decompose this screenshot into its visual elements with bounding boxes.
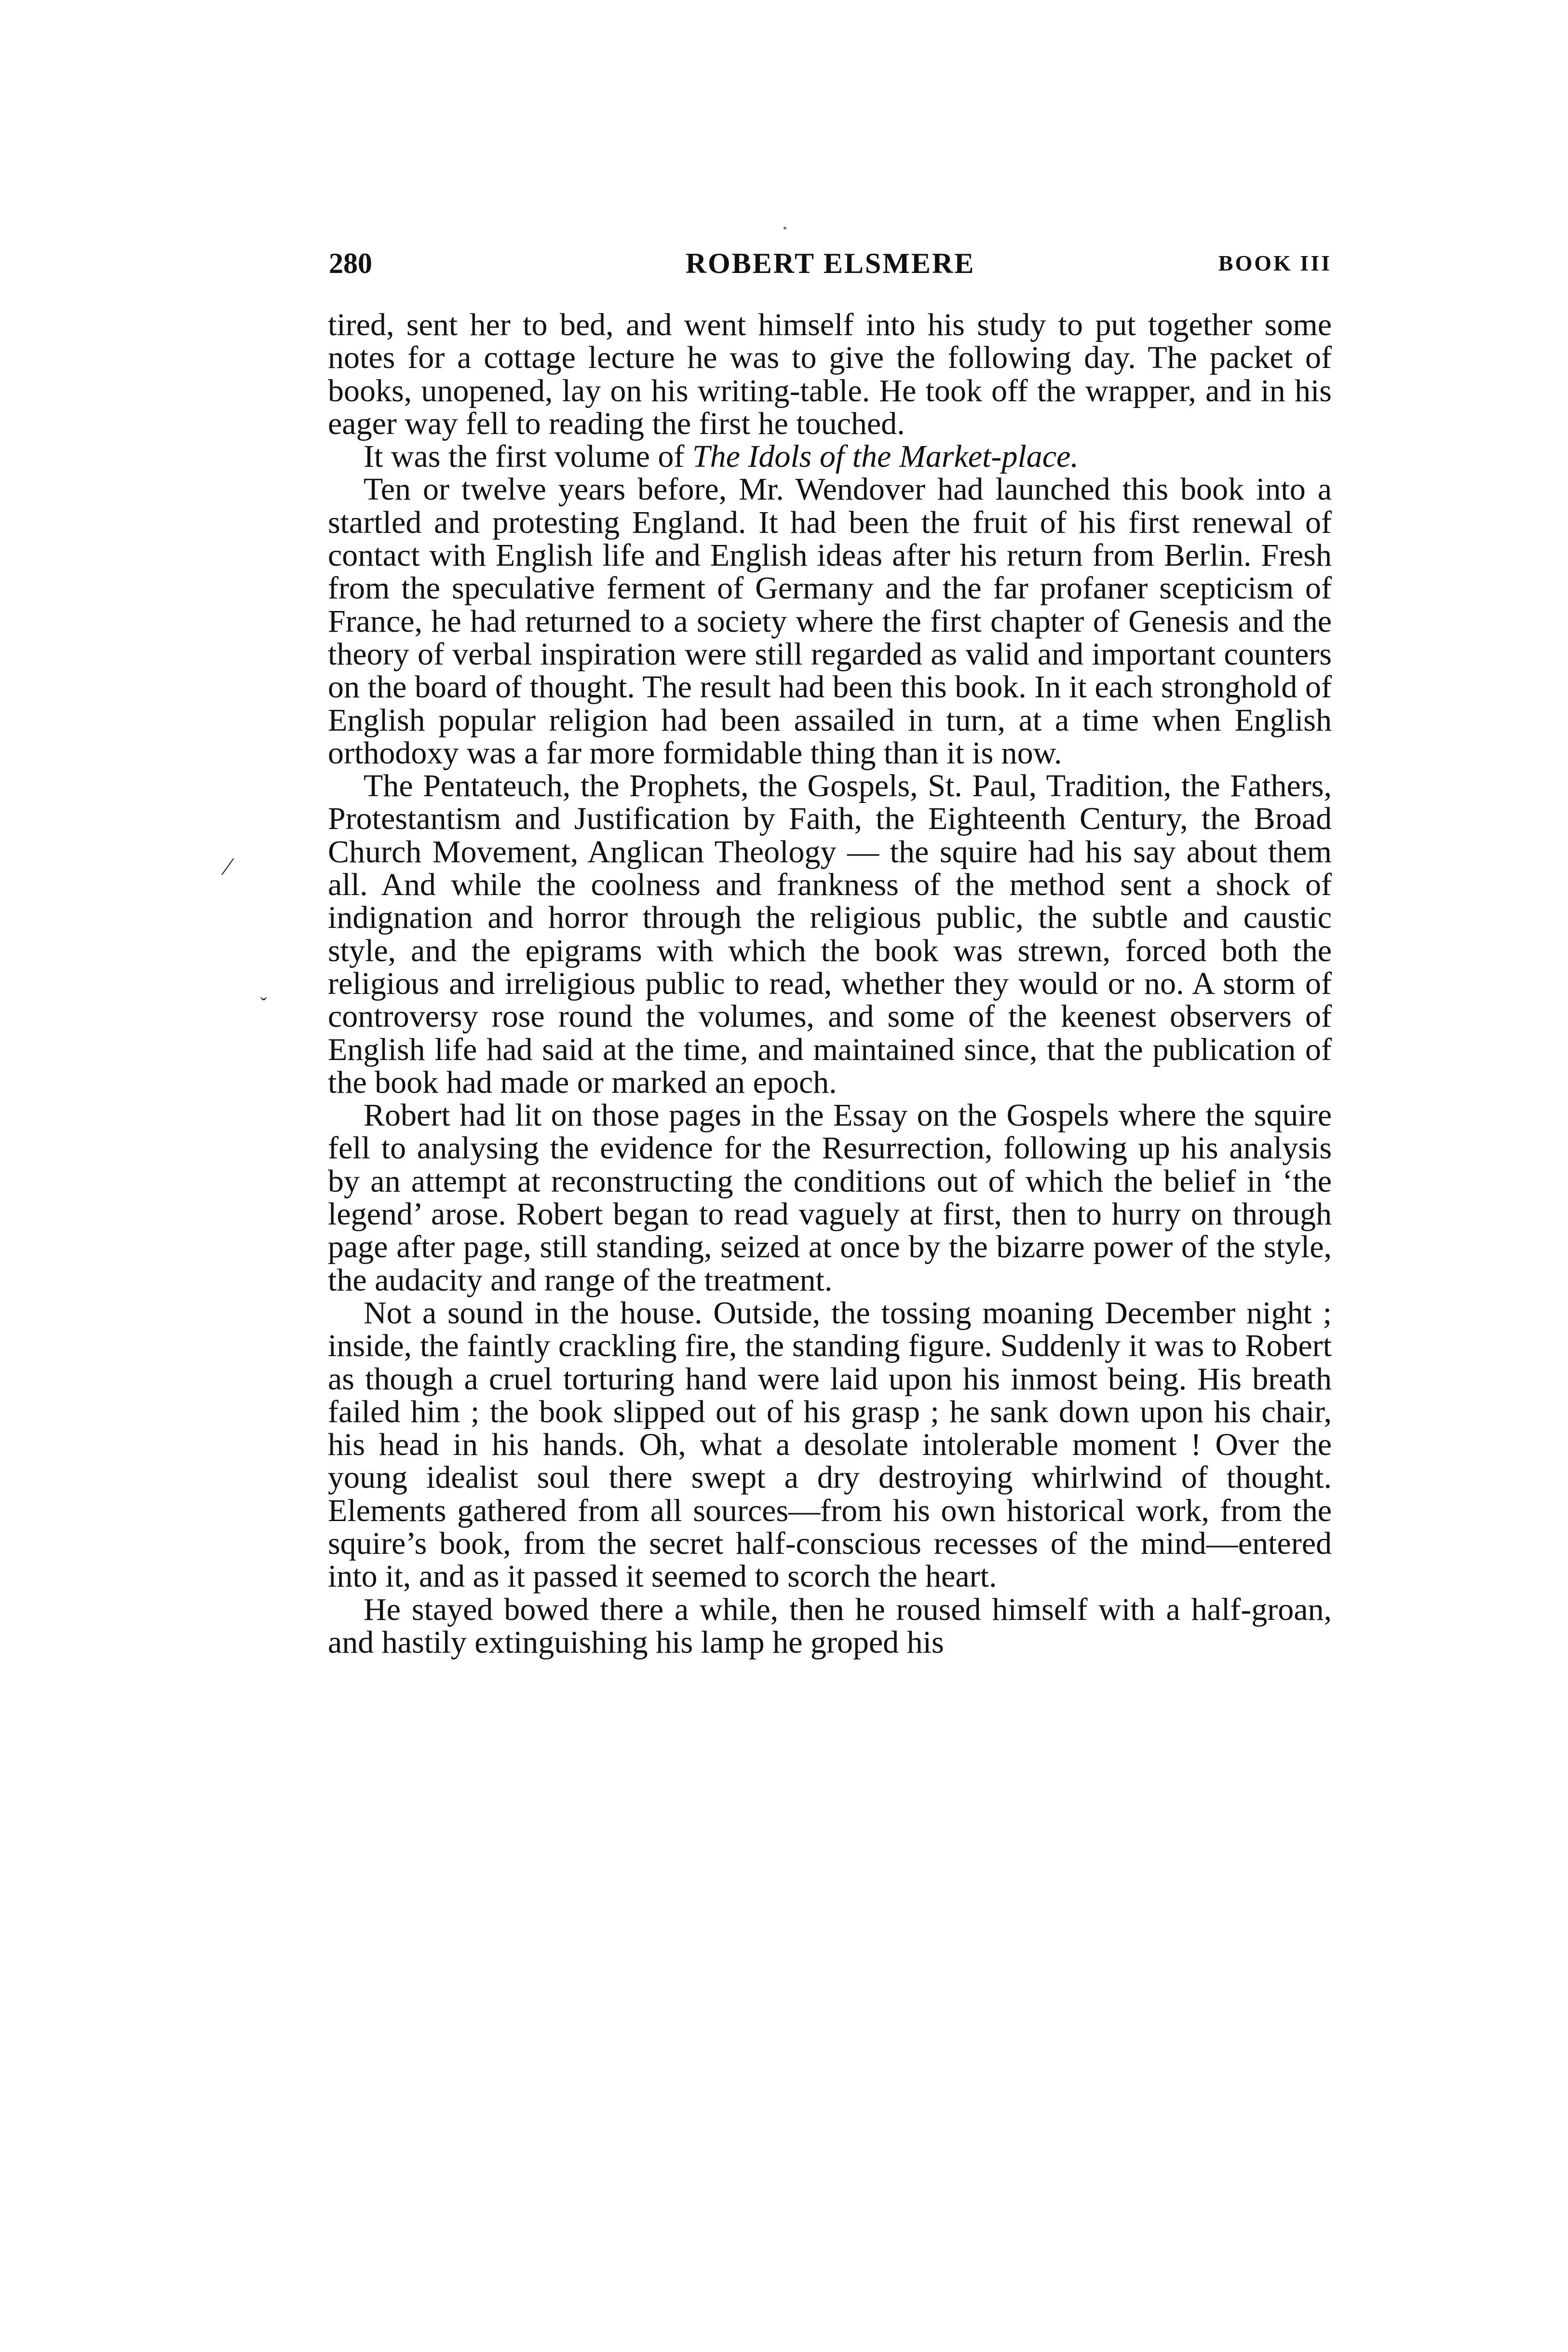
body-text [328,309,1332,1659]
print-speck [784,227,786,230]
paragraph-text: It was the first volume of [364,439,692,475]
margin-pencil-mark: ⁄ [226,853,230,881]
book-label: BOOK III [1218,251,1332,275]
paragraph: Robert had lit on those pages in the Essay on the Gospels where the squire fell to analysing the evidence for the Resurrection, following up his analysis by an attempt at reconstructing the conditions out of which the belief in ‘the legend’ arose. Robert began to read vaguely at first, then to hurry on through page after page, still standing, seized at once by the bizarre power of the style, the audacity and range of the treatment. [328,1098,1332,1298]
paragraph: The Pentateuch, the Prophets, the Gospels, St. Paul, Tradition, the Fathers, Protestantism and Justification by Faith, the Eighteenth Century, the Broad Church Movement, Anglican Theology — the squire had his say about them all. And while the coolness and frankness of the method sent a shock of indignation and horror through the religious public, the subtle and caustic style, and the epigrams with which the book was strewn, forced both the religious and irreligious public to read, whether they would or no. A storm of controversy rose round the volumes, and some of the keenest observers of English life had said at the time, and maintained since, that the publication of the book had made or marked an epoch. [328,768,1332,1100]
paragraph: Not a sound in the house. Outside, the tossing moaning December night ; inside, the faintly crackling fire, the standing figure. Suddenly it was to Robert as though a cruel torturing hand were laid upon his inmost being. His breath failed him ; the book slipped out of his grasp ; he sank down upon his chair, his head in his hands. Oh, what a desolate intolerable moment ! Over the young idealist soul there swept a dry destroying whirlwind of thought. Elements gathered from all sources—from his own historical work, from the squire’s book, from the secret half-conscious recesses of the mind—entered into it, and as it passed it seemed to scorch the heart. [328,1295,1332,1594]
paragraph-continued: tired, sent her to bed, and went himself into his study to put together some notes for a cottage lecture he was to give the following day. The packet of books, unopened, lay on his writing-table. He took off the wrapper, and in his eager way fell to reading the first he touched. [328,307,1332,441]
running-header [329,244,1332,283]
paragraph: Ten or twelve years before, Mr. Wendover had launched this book into a startled and protesting England. It had been the fruit of his first renewal of contact with English life and English ideas after his return from Berlin. Fresh from the speculative ferment of Germany and the far profaner scepticism of France, he had returned to a society where the first chapter of Genesis and the theory of verbal inspiration were still regarded as valid and important counters on the board of thought. The result had been this book. In it each stronghold of English popular religion had been assailed in turn, at a time when English orthodoxy was a far more formidable thing than it is now. [328,472,1332,771]
paragraph: He stayed bowed there a while, then he roused himself with a half-groan, and hastily extinguishing his lamp he groped his [328,1591,1332,1660]
book-title-italic: The Idols of the Market-place. [692,439,1079,475]
running-title: ROBERT ELSMERE [685,247,975,279]
paragraph-volume-title [328,440,1332,473]
margin-pencil-tick: ˇ [260,993,267,1015]
page-number: 280 [329,247,372,279]
